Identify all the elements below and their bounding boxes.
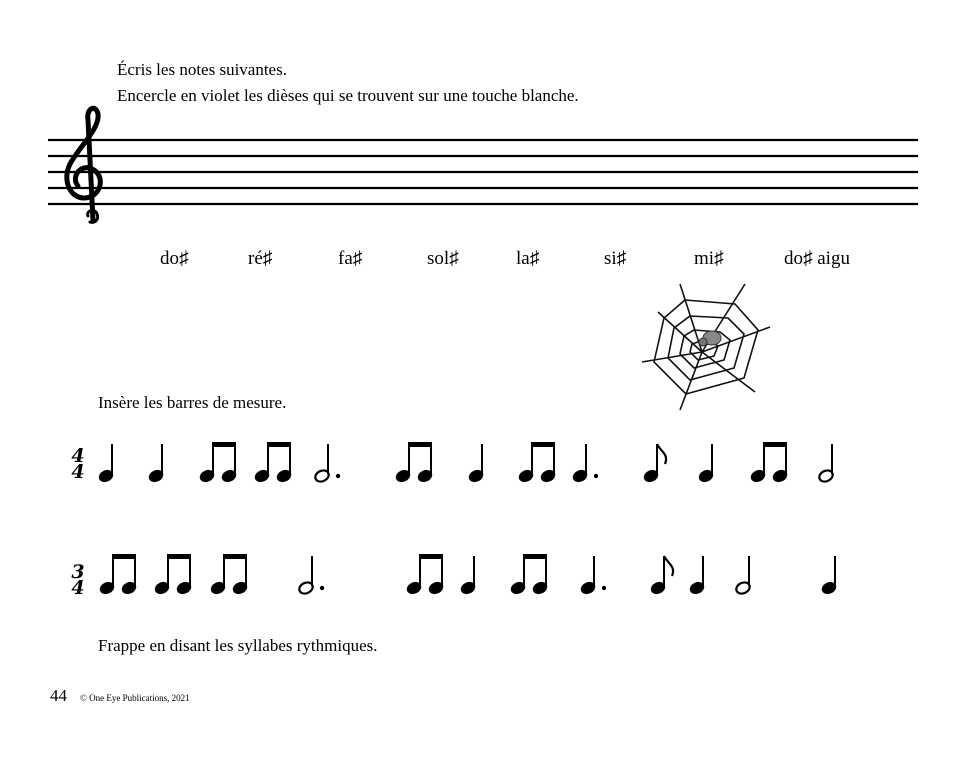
rhythm-note-mark xyxy=(212,442,236,447)
rhythm-note-mark xyxy=(223,554,247,559)
page-number: 44 xyxy=(50,686,67,705)
rhythm-note-mark xyxy=(320,586,324,590)
instruction-bar-lines: Insère les barres de mesure. xyxy=(98,393,287,412)
instruction-clap: Frappe en disant les syllabes rythmiques. xyxy=(98,636,378,655)
note-name-7: mi♯ xyxy=(694,248,724,269)
note-name-2: ré♯ xyxy=(248,248,273,269)
time-signature-top: 4 xyxy=(71,445,85,467)
rhythm-note-mark xyxy=(664,556,673,576)
rhythm-note-mark xyxy=(594,474,598,478)
rhythm-note-mark xyxy=(167,554,191,559)
rhythm-note-mark xyxy=(267,442,291,447)
note-name-3: fa♯ xyxy=(338,248,363,269)
time-signature-top: 3 xyxy=(71,561,85,583)
rhythm-note-mark xyxy=(112,554,136,559)
note-name-1: do♯ xyxy=(160,248,189,269)
note-name-8: do♯ aigu xyxy=(784,248,850,269)
rhythm-note-mark xyxy=(408,442,432,447)
time-signature-bottom: 4 xyxy=(71,577,85,599)
rhythm-note-mark xyxy=(657,444,666,464)
time-signature-bottom: 4 xyxy=(71,461,85,483)
rhythm-note-mark xyxy=(531,442,555,447)
rhythm-note-mark xyxy=(602,586,606,590)
rhythm-note-mark xyxy=(523,554,547,559)
instruction-circle-sharps: Encercle en violet les dièses qui se trouvent sur une touche blanche. xyxy=(117,86,579,105)
instruction-write-notes: Écris les notes suivantes. xyxy=(117,60,287,79)
copyright-notice: © One Eye Publications, 2021 xyxy=(80,693,190,703)
rhythm-note-mark xyxy=(419,554,443,559)
rhythm-note-mark xyxy=(336,474,340,478)
note-name-5: la♯ xyxy=(516,248,540,269)
rhythm-note-mark xyxy=(763,442,787,447)
note-name-6: si♯ xyxy=(604,248,627,269)
note-name-4: sol♯ xyxy=(427,248,459,269)
